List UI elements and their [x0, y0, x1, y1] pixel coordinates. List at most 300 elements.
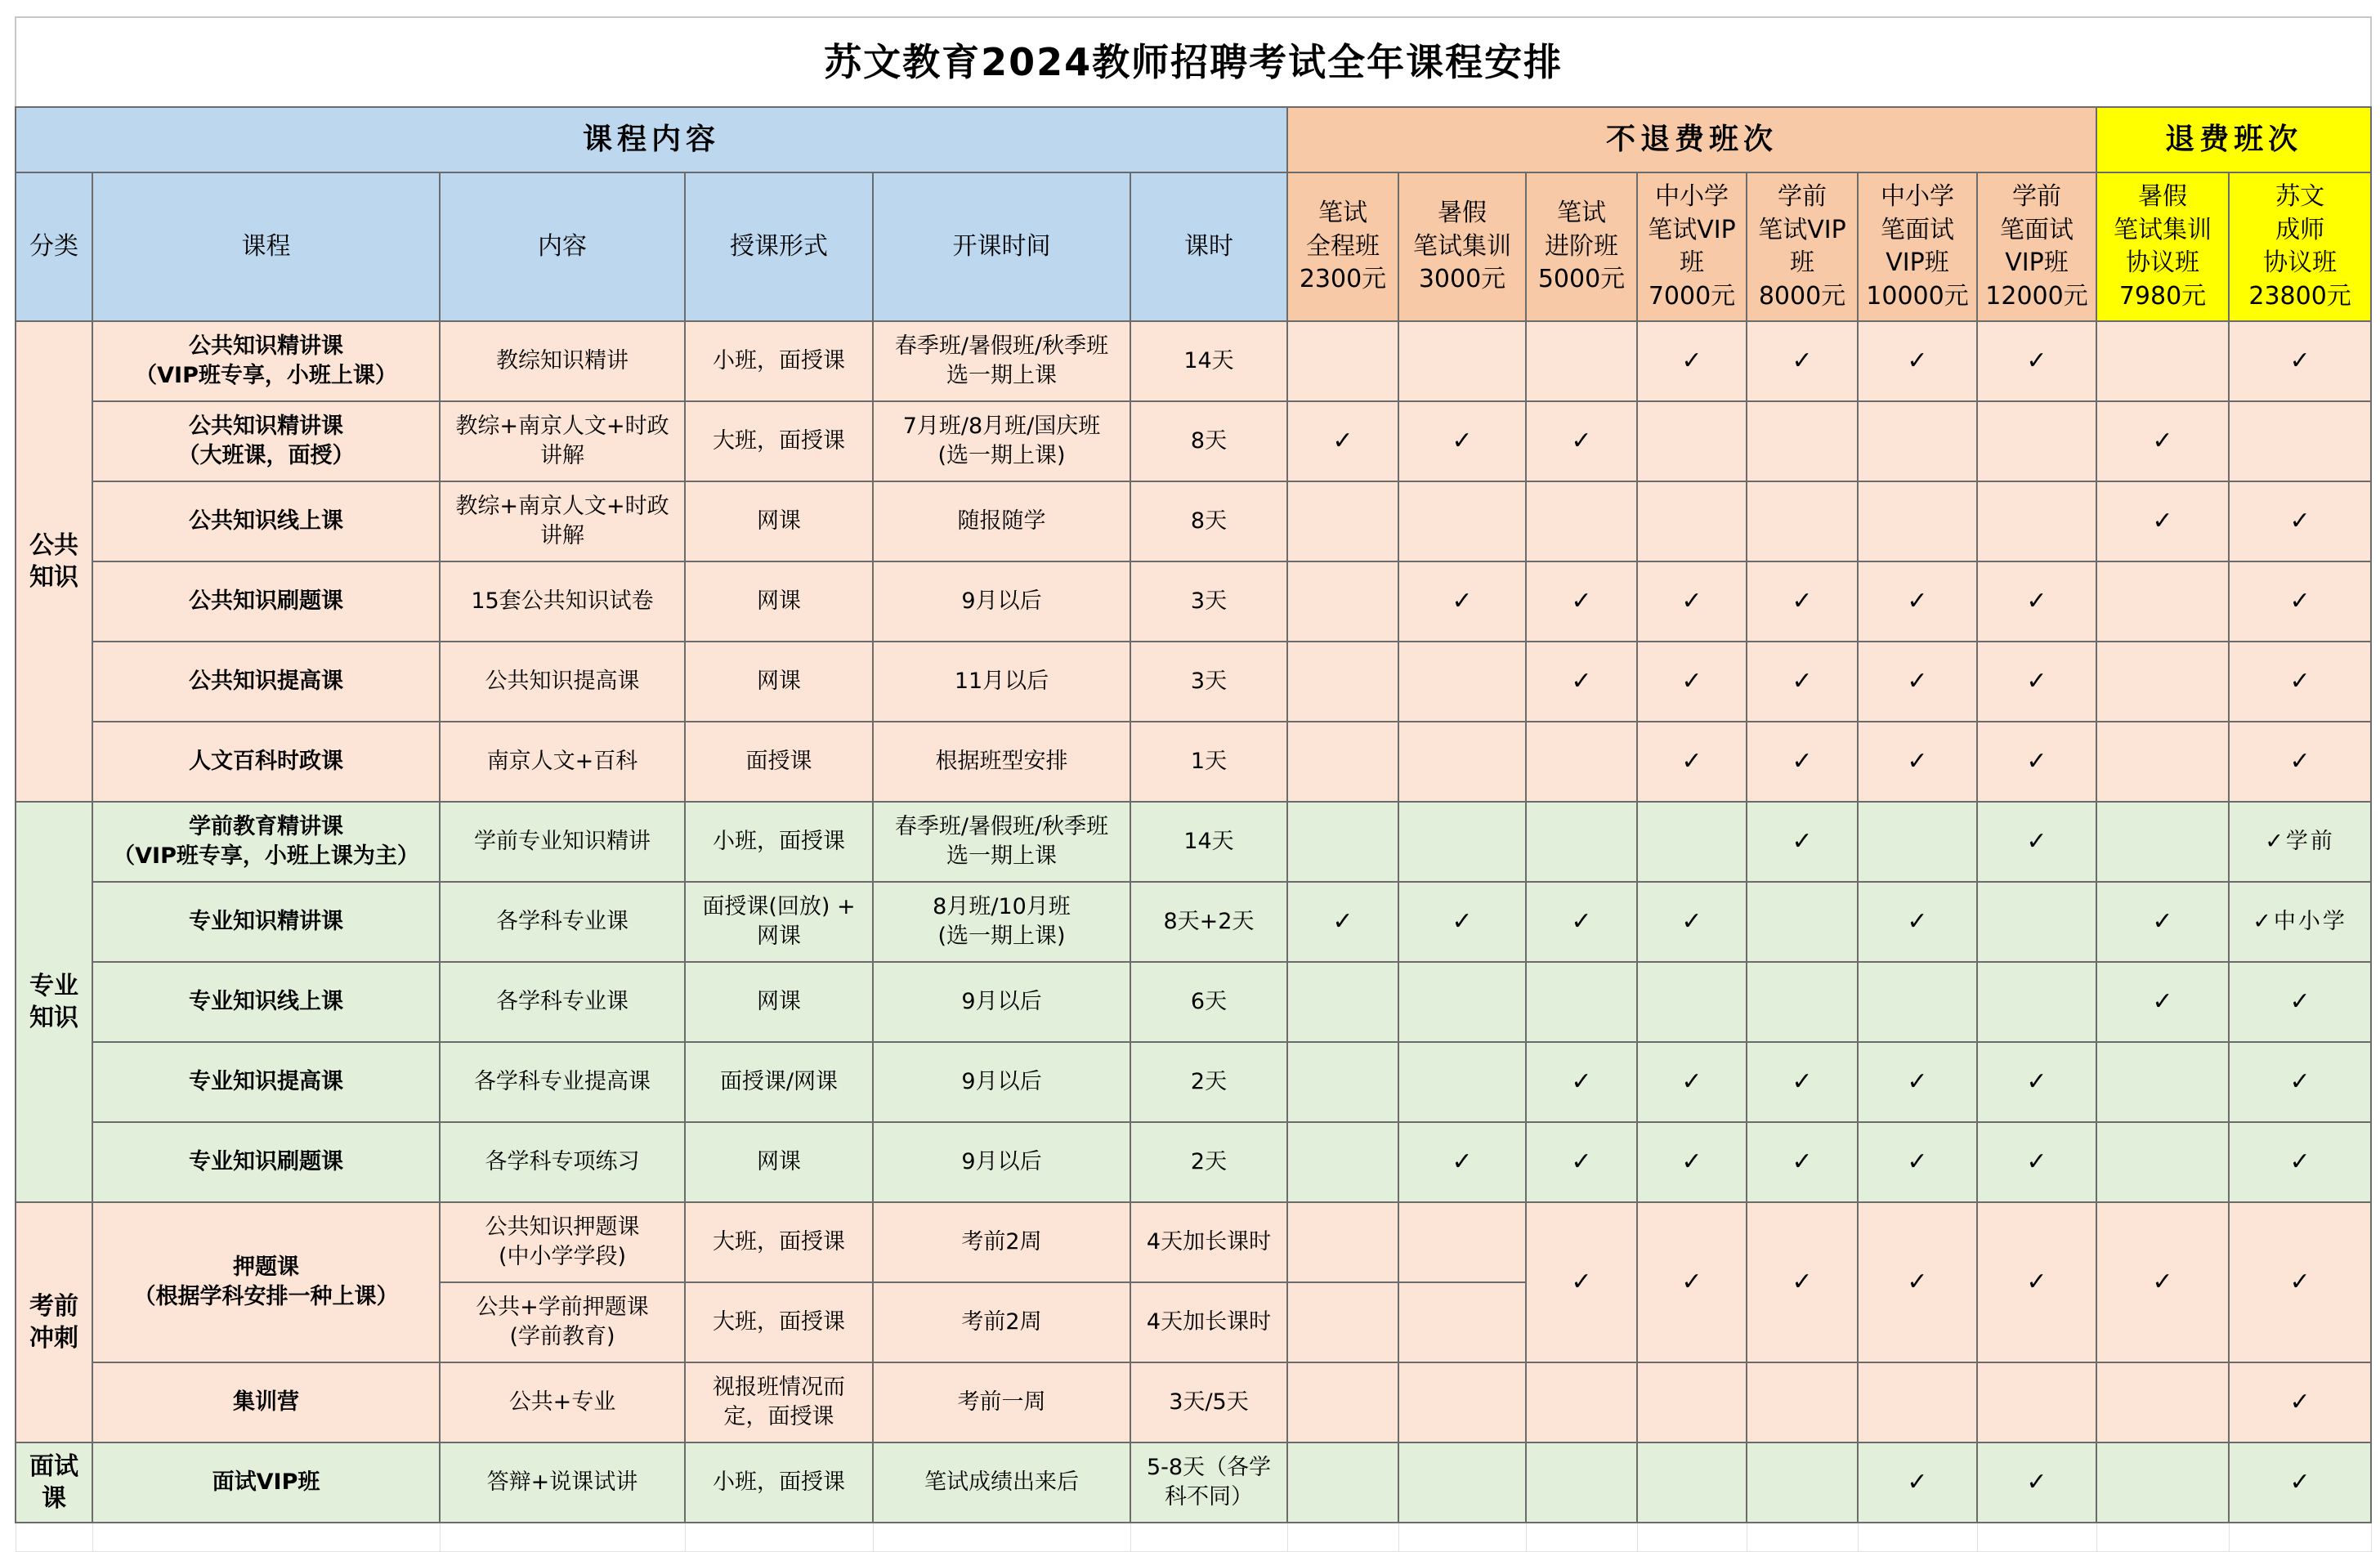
course-hours: 2天 [1130, 1122, 1287, 1202]
check-cell [1526, 1042, 1637, 1122]
check-mark-icon: ✓ [1452, 426, 1473, 455]
category-cell-sprint: 考前 冲刺 [16, 1202, 92, 1442]
check-mark-icon: ✓ [2289, 346, 2311, 375]
check-cell [1637, 962, 1747, 1042]
check-mark-icon: ✓ [2152, 1267, 2173, 1296]
check-cell [1977, 882, 2096, 962]
check-mark-icon: ✓ [2026, 666, 2047, 695]
check-cell [1858, 1122, 1977, 1202]
course-content: 各学科专业课 [440, 882, 685, 962]
course-content: 学前专业知识精讲 [440, 802, 685, 882]
class-name: 笔试 全程班 [1306, 199, 1380, 261]
check-cell [1977, 1122, 2096, 1202]
check-cell [1398, 481, 1526, 561]
class-name: 中小学 笔面试 VIP班 [1881, 182, 1954, 277]
course-name: 人文百科时政课 [92, 722, 440, 802]
course-time: 春季班/暑假班/秋季班 选一期上课 [873, 321, 1130, 401]
course-name: 专业知识刷题课 [92, 1122, 440, 1202]
check-cell [1977, 722, 2096, 802]
check-cell [2096, 321, 2229, 401]
check-cell [2229, 882, 2371, 962]
check-mark-icon: ✓ [2289, 1067, 2311, 1096]
check-cell [2096, 802, 2229, 882]
check-cell [2229, 962, 2371, 1042]
check-mark-icon: ✓ [1907, 746, 1928, 776]
check-cell [1747, 962, 1858, 1042]
sheet-title: 苏文教育2024教师招聘考试全年课程安排 [16, 17, 2371, 107]
empty-row [16, 1523, 2371, 1552]
check-mark-icon: ✓ [2026, 1147, 2047, 1176]
course-name: 公共知识提高课 [92, 642, 440, 722]
check-mark-icon: ✓ [1792, 586, 1813, 615]
check-mark-icon: ✓ [1681, 746, 1702, 776]
check-mark-icon: ✓ [2026, 586, 2047, 615]
check-cell [1747, 1362, 1858, 1442]
col-header-class-8 [2096, 172, 2229, 321]
empty-cell [1977, 1523, 2096, 1552]
class-name: 中小学 笔试VIP 班 [1648, 182, 1736, 277]
check-mark-icon: ✓ [2289, 1387, 2311, 1416]
check-cell [1977, 481, 2096, 561]
course-form: 大班，面授课 [685, 1202, 873, 1282]
class-price: 7000元 [1648, 281, 1736, 311]
check-cell [1398, 882, 1526, 962]
table-row [16, 962, 2371, 1042]
check-mark-icon: ✓ [2026, 346, 2047, 375]
empty-cell [2229, 1523, 2371, 1552]
check-mark-icon: ✓ [1792, 346, 1813, 375]
check-mark-icon: ✓ [2289, 1147, 2311, 1176]
check-cell [1526, 481, 1637, 561]
check-cell [1398, 1202, 1526, 1282]
check-cell [1398, 321, 1526, 401]
check-cell [1637, 1442, 1747, 1523]
check-mark-icon: ✓ [1332, 426, 1353, 455]
check-mark-icon: ✓ [2252, 908, 2274, 934]
check-mark-icon: ✓ [1571, 426, 1592, 455]
check-cell [1747, 401, 1858, 481]
table-row [16, 1122, 2371, 1202]
check-cell [2229, 1442, 2371, 1523]
check-cell [1526, 962, 1637, 1042]
table-row [16, 481, 2371, 561]
course-content: 各学科专业课 [440, 962, 685, 1042]
check-cell [1287, 481, 1398, 561]
check-cell [1858, 1442, 1977, 1523]
check-cell [1526, 321, 1637, 401]
check-cell [2096, 1202, 2229, 1362]
check-mark-icon: ✓ [2026, 1067, 2047, 1096]
check-cell [1398, 1122, 1526, 1202]
check-cell [1977, 962, 2096, 1042]
check-cell [1637, 481, 1747, 561]
check-cell [1287, 1122, 1398, 1202]
course-name: 押题课 （根据学科安排一种上课） [92, 1202, 440, 1362]
check-cell [1398, 1042, 1526, 1122]
check-mark-icon: ✓ [1681, 586, 1702, 615]
check-mark-icon: ✓ [2289, 1267, 2311, 1296]
check-cell [1977, 802, 2096, 882]
col-header-class-7 [1977, 172, 2096, 321]
check-mark-icon: ✓ [2289, 746, 2311, 776]
check-cell [2229, 481, 2371, 561]
check-cell [1287, 962, 1398, 1042]
check-mark-icon: ✓ [1571, 666, 1592, 695]
class-price: 8000元 [1758, 281, 1846, 311]
course-hours: 2天 [1130, 1042, 1287, 1122]
course-hours: 8天+2天 [1130, 882, 1287, 962]
class-price: 12000元 [1985, 281, 2088, 311]
course-form: 面授课 [685, 722, 873, 802]
class-name: 学前 笔面试 VIP班 [2000, 182, 2074, 277]
course-content: 教综+南京人文+时政 讲解 [440, 481, 685, 561]
check-cell [1977, 642, 2096, 722]
check-cell [1747, 642, 1858, 722]
col-header-class-2 [1398, 172, 1526, 321]
check-cell [1977, 321, 2096, 401]
course-name: 公共知识线上课 [92, 481, 440, 561]
table-row [16, 642, 2371, 722]
check-mark-icon: ✓ [1792, 666, 1813, 695]
check-cell [2096, 401, 2229, 481]
check-cell [1398, 1442, 1526, 1523]
check-cell [1398, 1362, 1526, 1442]
check-mark-icon: ✓ [2289, 586, 2311, 615]
check-cell [1526, 561, 1637, 642]
check-mark-icon: ✓ [2265, 828, 2286, 854]
check-cell [2229, 1362, 2371, 1442]
course-content: 答辩+说课试讲 [440, 1442, 685, 1523]
empty-cell [873, 1523, 1130, 1552]
col-header-class-3 [1526, 172, 1637, 321]
table-row [16, 1042, 2371, 1122]
check-cell [1637, 321, 1747, 401]
course-form: 网课 [685, 642, 873, 722]
check-mark-icon: ✓ [1907, 1467, 1928, 1496]
course-content: 教综知识精讲 [440, 321, 685, 401]
check-mark-icon: ✓ [1907, 1147, 1928, 1176]
empty-cell [1526, 1523, 1637, 1552]
check-cell [1526, 802, 1637, 882]
check-cell [1858, 722, 1977, 802]
check-cell [1858, 802, 1977, 882]
check-mark-icon: ✓ [1332, 906, 1353, 936]
check-cell [1747, 802, 1858, 882]
group-header-content: 课程内容 [16, 107, 1287, 172]
check-mark-icon: ✓ [1792, 1067, 1813, 1096]
check-cell [1858, 1042, 1977, 1122]
check-cell [2096, 1042, 2229, 1122]
course-content: 15套公共知识试卷 [440, 561, 685, 642]
check-cell [1526, 722, 1637, 802]
table-row [16, 1442, 2371, 1523]
empty-cell [1747, 1523, 1858, 1552]
check-mark-icon: ✓ [1452, 906, 1473, 936]
check-mark-icon: ✓ [1571, 906, 1592, 936]
check-cell [1398, 1282, 1526, 1362]
course-hours: 14天 [1130, 321, 1287, 401]
check-mark-icon: ✓ [2289, 1467, 2311, 1496]
check-cell [1977, 1362, 2096, 1442]
check-mark-icon: ✓ [1907, 1267, 1928, 1296]
check-cell [1398, 561, 1526, 642]
check-cell [2229, 1202, 2371, 1362]
check-cell [1287, 722, 1398, 802]
check-cell [1858, 321, 1977, 401]
class-price: 10000元 [1866, 281, 1969, 311]
course-time: 笔试成绩出来后 [873, 1442, 1130, 1523]
category-cell-interview: 面试 课 [16, 1442, 92, 1523]
check-cell [1858, 401, 1977, 481]
check-mark-icon: ✓ [1681, 1267, 1702, 1296]
check-mark-icon: ✓ [2289, 506, 2311, 535]
course-content: 各学科专业提高课 [440, 1042, 685, 1122]
course-name: 公共知识刷题课 [92, 561, 440, 642]
check-cell [1858, 1362, 1977, 1442]
course-time: 考前2周 [873, 1202, 1130, 1282]
class-price: 23800元 [2248, 281, 2351, 311]
course-name: 公共知识精讲课 （大班课，面授） [92, 401, 440, 481]
check-cell [1977, 1442, 2096, 1523]
course-form: 面授课(回放) + 网课 [685, 882, 873, 962]
check-cell [1747, 1042, 1858, 1122]
check-cell [1287, 1282, 1398, 1362]
col-header-content: 内容 [440, 172, 685, 321]
check-mark-icon: ✓ [1792, 826, 1813, 856]
course-form: 网课 [685, 1122, 873, 1202]
check-cell [1526, 882, 1637, 962]
course-form: 面授课/网课 [685, 1042, 873, 1122]
col-header-class-4 [1637, 172, 1747, 321]
empty-cell [92, 1523, 440, 1552]
course-form: 网课 [685, 962, 873, 1042]
check-mark-icon: ✓ [1681, 906, 1702, 936]
check-cell [2096, 1362, 2229, 1442]
check-mark-icon: ✓ [1571, 1147, 1592, 1176]
check-note: 学前 [2285, 828, 2335, 854]
check-mark-icon: ✓ [1792, 1267, 1813, 1296]
empty-cell [1398, 1523, 1526, 1552]
check-cell [1977, 401, 2096, 481]
check-cell [1526, 1122, 1637, 1202]
check-cell [1398, 642, 1526, 722]
check-cell [1637, 1042, 1747, 1122]
check-mark-icon: ✓ [1571, 1267, 1592, 1296]
course-time: 考前2周 [873, 1282, 1130, 1362]
empty-cell [1287, 1523, 1398, 1552]
check-cell [2229, 1122, 2371, 1202]
check-cell [1747, 321, 1858, 401]
check-cell [2229, 1042, 2371, 1122]
course-time: 9月以后 [873, 561, 1130, 642]
col-header-time: 开课时间 [873, 172, 1130, 321]
col-header-class-6 [1858, 172, 1977, 321]
check-mark-icon: ✓ [2152, 506, 2173, 535]
check-mark-icon: ✓ [1681, 666, 1702, 695]
course-form: 视报班情况而 定，面授课 [685, 1362, 873, 1442]
check-cell [2229, 802, 2371, 882]
check-cell [1747, 1122, 1858, 1202]
check-cell [1747, 1202, 1858, 1362]
class-price: 5000元 [1537, 265, 1626, 294]
group-header-no-refund: 不退费班次 [1287, 107, 2096, 172]
table-row [16, 882, 2371, 962]
empty-cell [1858, 1523, 1977, 1552]
check-cell [1858, 882, 1977, 962]
check-cell [1858, 481, 1977, 561]
check-mark-icon: ✓ [1681, 1067, 1702, 1096]
check-mark-icon: ✓ [2026, 746, 2047, 776]
empty-cell [2096, 1523, 2229, 1552]
check-cell [1398, 802, 1526, 882]
empty-cell [1637, 1523, 1747, 1552]
check-mark-icon: ✓ [1452, 1147, 1473, 1176]
check-cell [1858, 1202, 1977, 1362]
check-cell [1747, 722, 1858, 802]
check-mark-icon: ✓ [1907, 666, 1928, 695]
check-cell [1526, 1362, 1637, 1442]
check-mark-icon: ✓ [2152, 906, 2173, 936]
class-price: 3000元 [1418, 265, 1506, 294]
course-time: 随报随学 [873, 481, 1130, 561]
check-cell [1287, 561, 1398, 642]
col-header-class-1 [1287, 172, 1398, 321]
check-mark-icon: ✓ [1907, 586, 1928, 615]
check-cell [1398, 401, 1526, 481]
table-row [16, 722, 2371, 802]
table-row [16, 561, 2371, 642]
check-mark-icon: ✓ [1571, 586, 1592, 615]
col-header-category: 分类 [16, 172, 92, 321]
course-time: 7月班/8月班/国庆班 (选一期上课) [873, 401, 1130, 481]
class-name: 笔试 进阶班 [1545, 199, 1618, 261]
check-mark-icon: ✓ [1452, 586, 1473, 615]
check-cell [1398, 722, 1526, 802]
check-mark-icon: ✓ [2289, 986, 2311, 1016]
check-mark-icon: ✓ [2026, 1267, 2047, 1296]
course-hours: 5-8天（各学 科不同） [1130, 1442, 1287, 1523]
check-cell [2096, 1122, 2229, 1202]
course-time: 11月以后 [873, 642, 1130, 722]
check-cell [1287, 802, 1398, 882]
check-mark-icon: ✓ [1792, 1147, 1813, 1176]
col-header-hours: 课时 [1130, 172, 1287, 321]
course-name: 公共知识精讲课 （VIP班专享，小班上课） [92, 321, 440, 401]
course-name: 学前教育精讲课 （VIP班专享，小班上课为主） [92, 802, 440, 882]
check-cell [2229, 561, 2371, 642]
check-cell [2229, 642, 2371, 722]
check-cell [1858, 561, 1977, 642]
col-header-class-9 [2229, 172, 2371, 321]
course-time: 9月以后 [873, 1122, 1130, 1202]
course-hours: 14天 [1130, 802, 1287, 882]
col-header-course: 课程 [92, 172, 440, 321]
check-mark-icon: ✓ [1681, 1147, 1702, 1176]
check-cell [1637, 1122, 1747, 1202]
check-cell [1747, 481, 1858, 561]
check-cell [1287, 1442, 1398, 1523]
class-name: 暑假 笔试集训 协议班 [2114, 182, 2212, 277]
course-content: 各学科专项练习 [440, 1122, 685, 1202]
course-content: 公共知识提高课 [440, 642, 685, 722]
check-mark-icon: ✓ [1792, 746, 1813, 776]
group-header-refund: 退费班次 [2096, 107, 2371, 172]
check-cell [1977, 561, 2096, 642]
class-name: 暑假 笔试集训 [1413, 199, 1511, 261]
check-cell [1977, 1042, 2096, 1122]
check-cell [2096, 642, 2229, 722]
table-row [16, 401, 2371, 481]
check-mark-icon: ✓ [2026, 826, 2047, 856]
check-mark-icon: ✓ [2289, 666, 2311, 695]
course-name: 专业知识提高课 [92, 1042, 440, 1122]
check-cell [2096, 962, 2229, 1042]
check-cell [1287, 1202, 1398, 1282]
check-cell [1526, 1442, 1637, 1523]
course-hours: 8天 [1130, 481, 1287, 561]
empty-cell [16, 1523, 92, 1552]
check-mark-icon: ✓ [2152, 426, 2173, 455]
col-header-class-5 [1747, 172, 1858, 321]
check-cell [2096, 722, 2229, 802]
check-cell [1287, 1042, 1398, 1122]
check-cell [1287, 882, 1398, 962]
course-time: 9月以后 [873, 1042, 1130, 1122]
course-content: 教综+南京人文+时政 讲解 [440, 401, 685, 481]
check-cell [2096, 481, 2229, 561]
check-mark-icon: ✓ [1681, 346, 1702, 375]
check-cell [1637, 722, 1747, 802]
check-cell [1747, 1442, 1858, 1523]
course-form: 大班，面授课 [685, 401, 873, 481]
course-form: 网课 [685, 481, 873, 561]
course-form: 小班，面授课 [685, 1442, 873, 1523]
course-hours: 3天 [1130, 561, 1287, 642]
course-time: 9月以后 [873, 962, 1130, 1042]
check-cell [1637, 561, 1747, 642]
course-time: 8月班/10月班 (选一期上课) [873, 882, 1130, 962]
course-name: 面试VIP班 [92, 1442, 440, 1523]
check-mark-icon: ✓ [2026, 1467, 2047, 1496]
check-mark-icon: ✓ [1907, 346, 1928, 375]
course-hours: 8天 [1130, 401, 1287, 481]
check-cell [2229, 722, 2371, 802]
check-cell [2096, 882, 2229, 962]
course-form: 网课 [685, 561, 873, 642]
check-cell [1287, 642, 1398, 722]
check-cell [1637, 882, 1747, 962]
check-cell [1858, 642, 1977, 722]
check-note: 中小学 [2273, 908, 2347, 934]
course-content: 公共+学前押题课 (学前教育) [440, 1282, 685, 1362]
category-cell-professional: 专业 知识 [16, 802, 92, 1202]
check-cell [1747, 561, 1858, 642]
check-cell [2229, 401, 2371, 481]
table-row [16, 321, 2371, 401]
category-cell-public: 公共 知识 [16, 321, 92, 802]
check-cell [2096, 1442, 2229, 1523]
course-name: 专业知识精讲课 [92, 882, 440, 962]
check-mark-icon: ✓ [1907, 1067, 1928, 1096]
check-cell [1977, 1202, 2096, 1362]
class-name: 学前 笔试VIP 班 [1758, 182, 1846, 277]
table-row [16, 1202, 2371, 1282]
check-cell [2096, 561, 2229, 642]
course-hours: 1天 [1130, 722, 1287, 802]
course-hours: 4天加长课时 [1130, 1282, 1287, 1362]
course-hours: 3天 [1130, 642, 1287, 722]
course-content: 南京人文+百科 [440, 722, 685, 802]
